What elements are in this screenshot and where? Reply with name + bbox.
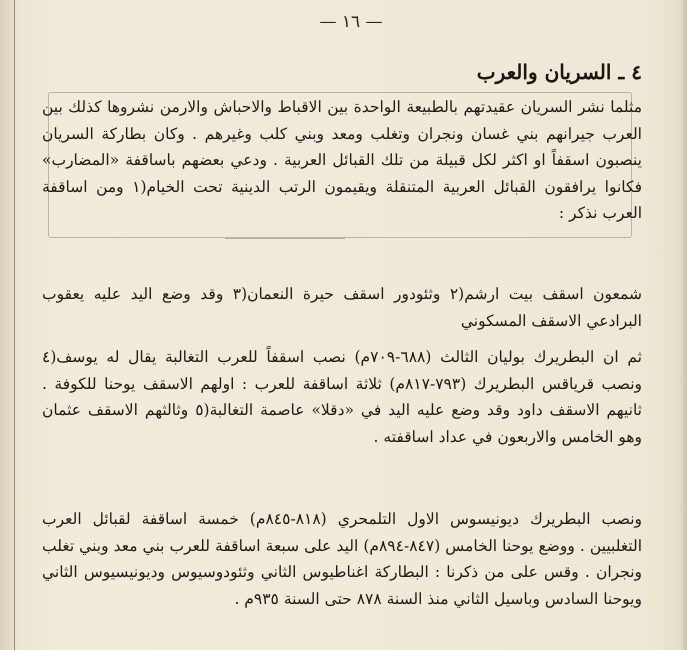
page-number: — ١٦ —: [319, 12, 383, 32]
section-title: ٤ ـ السريان والعرب: [476, 60, 642, 84]
binding-edge: [14, 0, 15, 650]
paragraph-3: ثم ان البطريرك بوليان الثالث (٦٨٨-٧٠٩م) نصب اسقفاً للعرب التغالبة يقال له يوسف(٤ ونصب قرياقس البطريرك (٧٩٣-٨١٧م) ثلاثة اساقفة للعرب : اولهم الاسقف يوحنا للكوفة . ثانيهم الاسقف داود وقد وضع عليه اليد في «دقلا» عاصمة التغالبة(٥ وثالثهم الاسقف عثمان وهو الخامس والاربعون في عداد اساقفته .: [42, 348, 642, 446]
paragraph-2: شمعون اسقف بيت ارشم(٢ وثئودور اسقف حيرة النعمان(٣ وقد وضع اليد عليه يعقوب البرادعي الاسقف المسكوني: [42, 285, 642, 330]
page-text-block: [40, 0, 662, 650]
page-edge-shadow: [679, 0, 687, 650]
paragraph-4: ونصب البطريرك ديونيسوس الاول التلمحري (٨١٨-٨٤٥م) خمسة اساقفة لقبائل العرب التغلبيين . ووضع يوحنا الخامس (٨٤٧-٨٩٤م) اليد على سبعة اساقفة للعرب بني معد وبني تغلب ونجران . وقس على من ذكرنا : البطاركة اغناطيوس الثاني وثئودوسيوس وديونيسيوس الثاني ويوحنا السادس وباسيل الثاني منذ السنة ٨٧٨ حتى السنة ٩٣٥م .: [42, 510, 643, 608]
paragraph-1: مثلما نشر السريان عقيدتهم بالطبيعة الواحدة بين الاقباط والاحباش والارمن نشروها كذلك بين العرب جيرانهم بني غسان ونجران وتغلب ومعد وبني كلب وغيرهم . وكان بطاركة السريان ينصبون اسقفاً او اكثر لكل قبيلة من تلك القبائل العربية . ودعي بعضهم باساقفة «المضارب» فكانوا يرافقون القبائل العربية المتنقلة ويقيمون الرتب الدينية تحت الخيام(١ ومن اساقفة العرب نذكر :: [42, 98, 642, 222]
